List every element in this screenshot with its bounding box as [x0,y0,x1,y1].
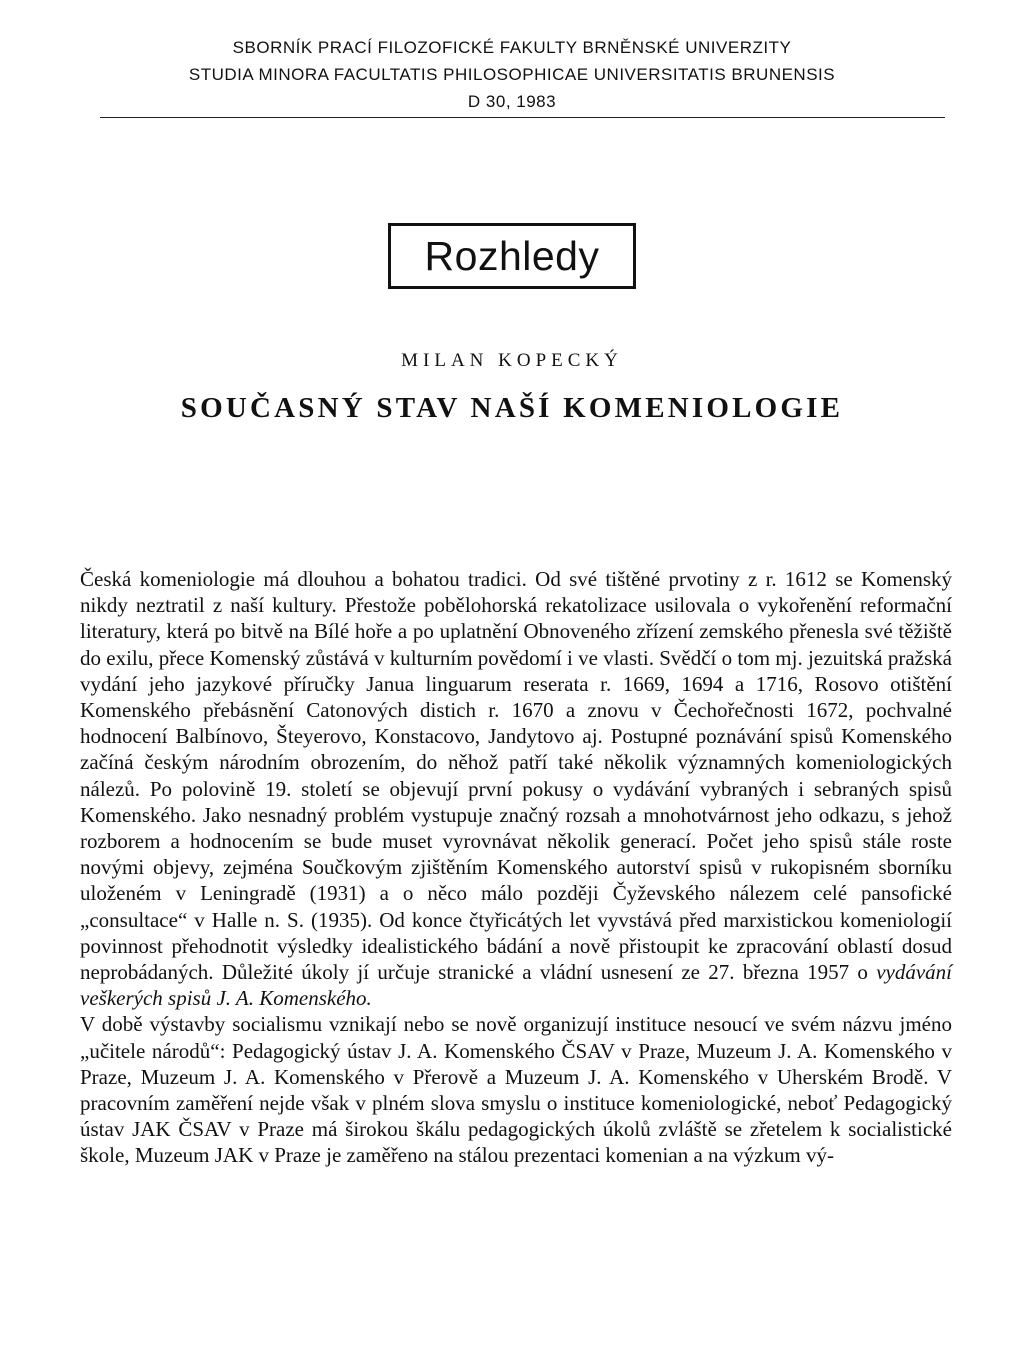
paragraph-1-text: Česká komeniologie má dlouhou a bohatou tradici. Od své tištěné prvotiny z r. 1612 se Komenský nikdy neztratil z naší kultury. Přestože pobělohorská rekatolizace usilovala o vykořenění reformační literatury, která po bitvě na Bílé hoře a po uplatnění Obnoveného zřízení zemského přenesla své těžiště do exilu, přece Komenský zůstává v kulturním povědomí i ve vlasti. Svědčí o tom mj. jezuitská pražská vydání jeho jazykové příručky Janua linguarum reserata r. 1669, 1694 a 1716, Rosovo otištění Komenského přebásnění Catonových distich r. 1670 a znovu v Čechořečnosti 1672, pochvalné hodnocení Balbínovo, Šteyerovo, Konstacovo, Jandytovo aj. Postupné poznávání spisů Komenského začíná českým národním obrozením, do něhož patří také několik významných komeniologických nálezů. Po polovině 19. století se objevují první pokusy o vydávání vybraných i sebraných spisů Komenského. Jako nesnadný problém vystupuje značný rozsah a mnohotvárnost jeho odkazu, s jehož rozborem a hodnocením se bude muset vyrovnávat několik generací. Počet jeho spisů stále roste novými objevy, zejména Součkovým zjištěním Komenského autorství spisů v rukopisném sborníku uloženém v Leningradě (1931) a o něco málo později Čyževského nálezem celé pansofické „consultace“ v Halle n. S. (1935). Od konce čtyřicátých let vyvstává před marxistickou komeniologií povinnost přehodnotit výsledky idealistického bádání a nově přistoupit ke zpracování oblastí dosud neprobádaných. Důležité úkoly jí určuje stranické a vládní usnesení ze 27. března 1957 o [80,567,952,985]
section-label: Rozhledy [424,232,600,279]
journal-title-czech: SBORNÍK PRACÍ FILOZOFICKÉ FAKULTY BRNĚNSKÉ UNIVERZITY [232,38,792,57]
journal-issue: D 30, 1983 [467,92,557,111]
article-title: SOUČASNÝ STAV NAŠÍ KOMENIOLOGIE [180,392,844,424]
journal-title-latin: STUDIA MINORA FACULTATIS PHILOSOPHICAE UNIVERSITATIS BRUNENSIS [188,65,836,84]
paragraph-1 [80,566,952,1011]
paragraph-1-emphasis: vydávání veškerých spisů J. A. Komenského. [80,960,953,1011]
article-author: MILAN KOPECKÝ [401,350,623,371]
header-divider [100,117,945,118]
section-label-box [388,223,636,289]
article-body [80,566,952,1169]
journal-header [60,34,964,115]
paragraph-2: V době výstavby socialismu vznikají nebo se nově organizují instituce nesoucí ve svém názvu jméno „učitele národů“: Pedagogický ústav J. A. Komenského ČSAV v Praze, Muzeum J. A. Komenského v Praze, Muzeum J. A. Komenského v Přerově a Muzeum J. A. Komenského v Uherském Brodě. V pracovním zaměření nejde však v plném slova smyslu o instituce komeniologické, neboť Pedagogický ústav JAK ČSAV v Praze má širokou škálu pedagogických úkolů zvláště se zřetelem k socialistické škole, Muzeum JAK v Praze je zaměřeno na stálou prezentaci komenian a na výzkum vý- [80,1012,952,1168]
